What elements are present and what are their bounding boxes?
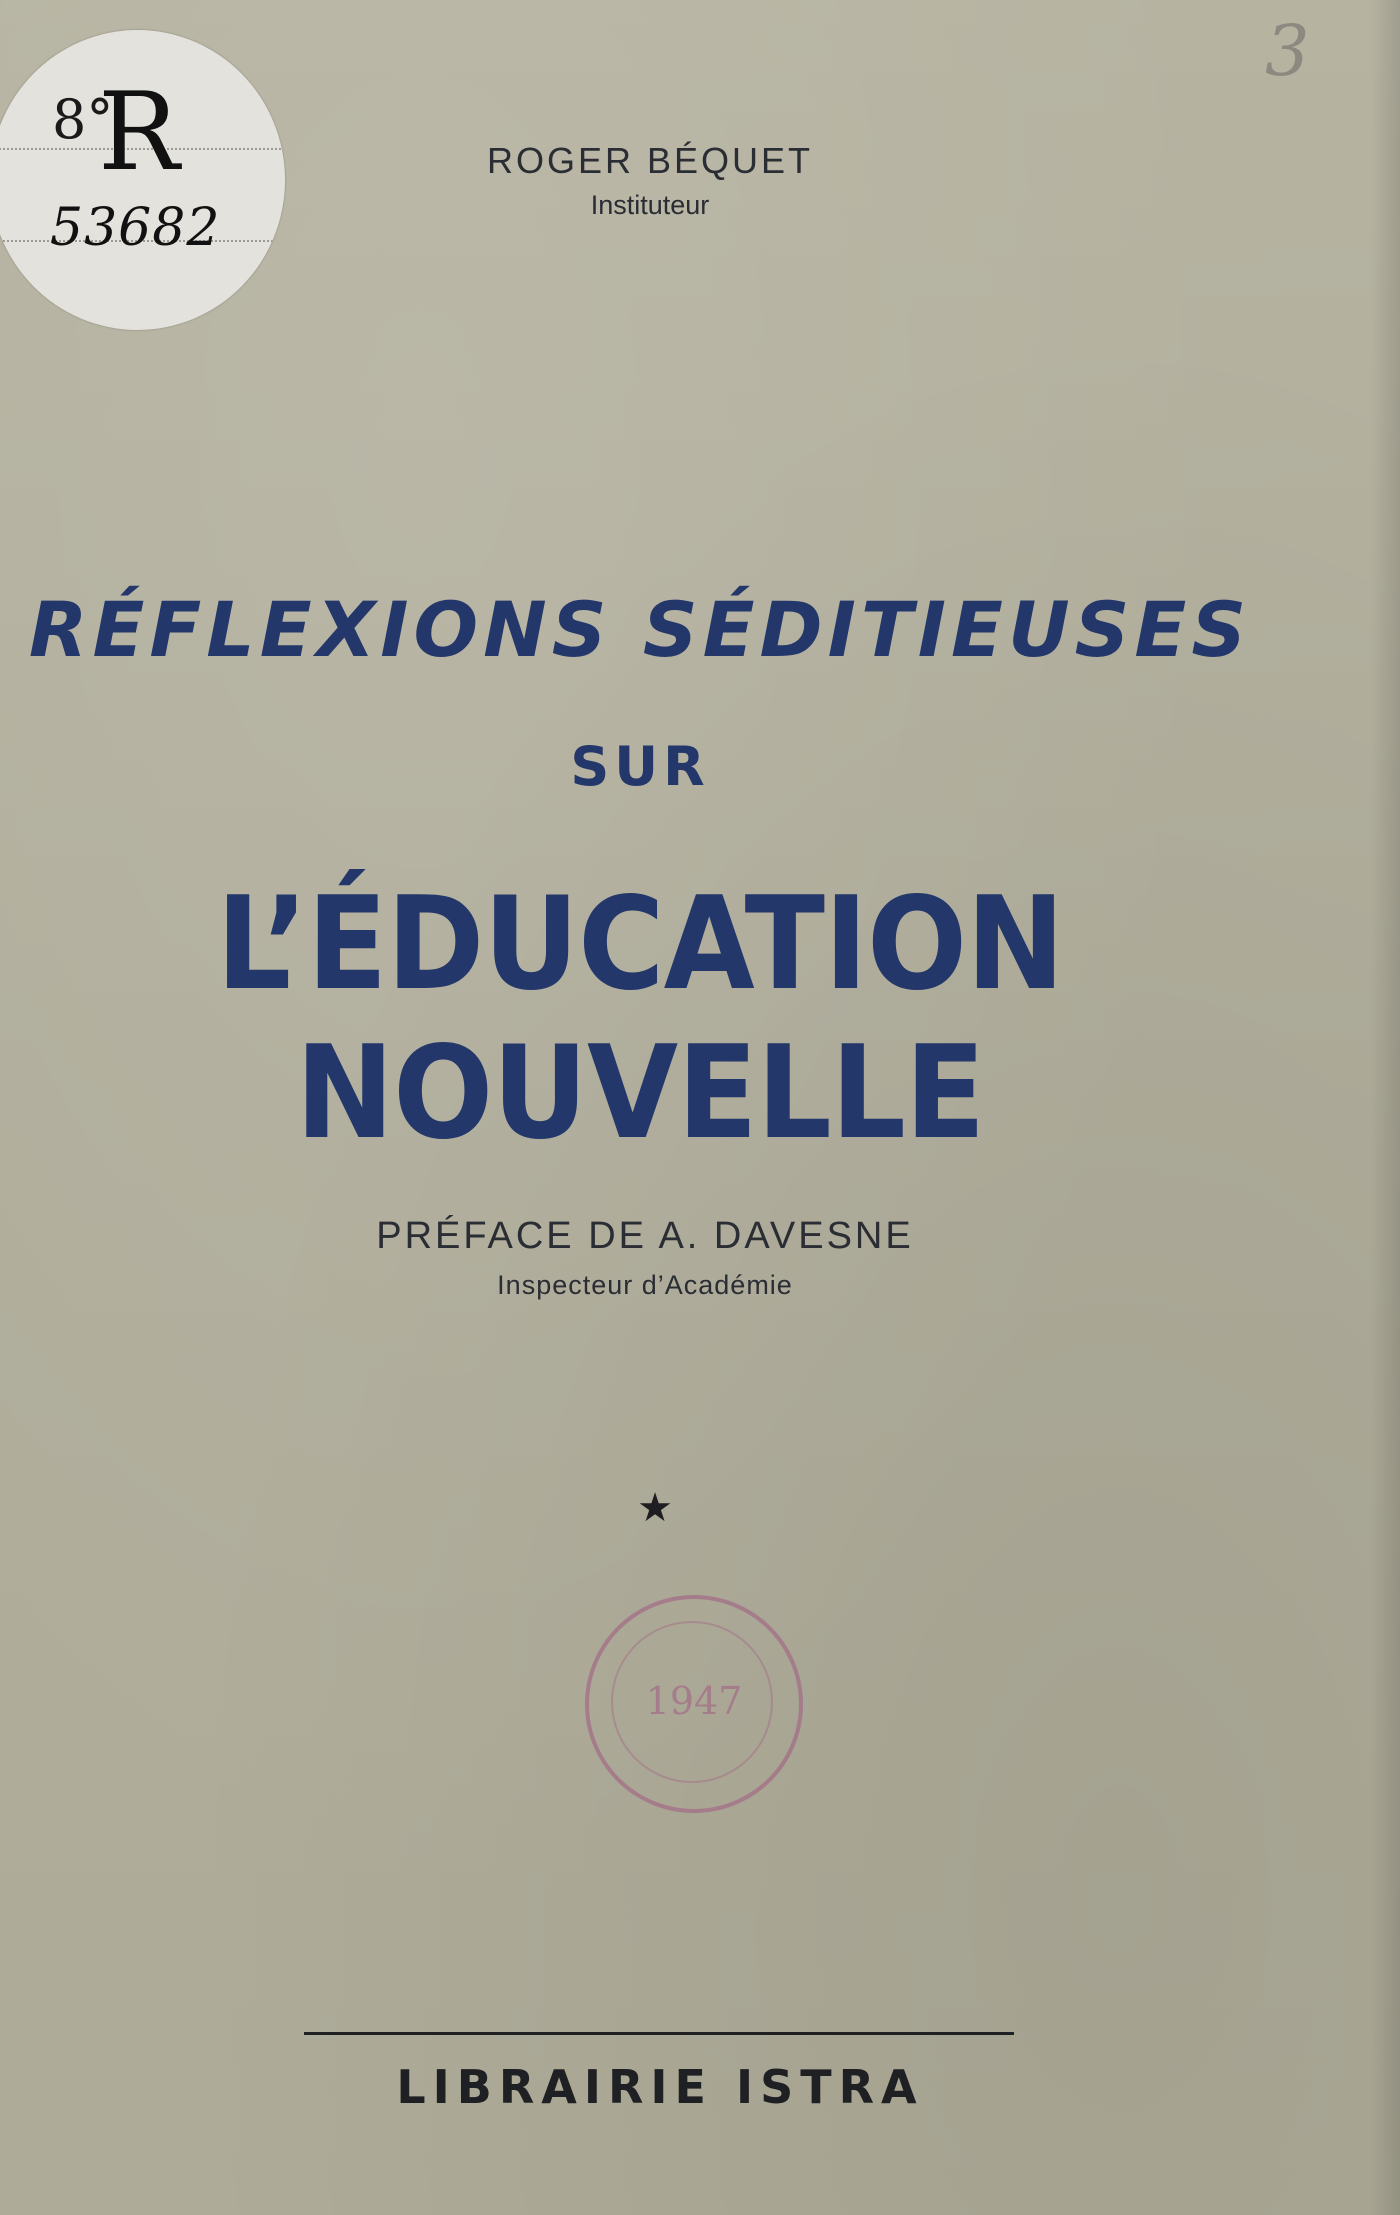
stamp-mark: 1947	[645, 1679, 743, 1723]
shelf-letter: R	[98, 70, 180, 195]
title-line-3: L’ÉDUCATION NOUVELLE	[216, 870, 1064, 1168]
title-line-2: SUR	[570, 735, 710, 798]
publisher-name: LIBRAIRIE ISTRA	[396, 2060, 924, 2114]
pencil-annotation: 3	[1265, 10, 1310, 92]
shelf-format: 8°	[52, 88, 114, 151]
preface-author-role: Inspecteur d’Académie	[497, 1270, 793, 1300]
page-edge-shadow	[1370, 0, 1400, 2215]
title-line-1: RÉFLEXIONS SÉDITIEUSES	[28, 585, 1252, 674]
publisher-rule	[304, 2032, 1014, 2035]
star-icon: ★	[637, 1485, 673, 1531]
library-stamp	[585, 1595, 803, 1813]
author-name: ROGER BÉQUET	[486, 140, 814, 181]
preface-credit: PRÉFACE DE A. DAVESNE	[376, 1215, 914, 1257]
author-role: Instituteur	[590, 190, 710, 220]
shelf-number: 53682	[50, 198, 221, 258]
